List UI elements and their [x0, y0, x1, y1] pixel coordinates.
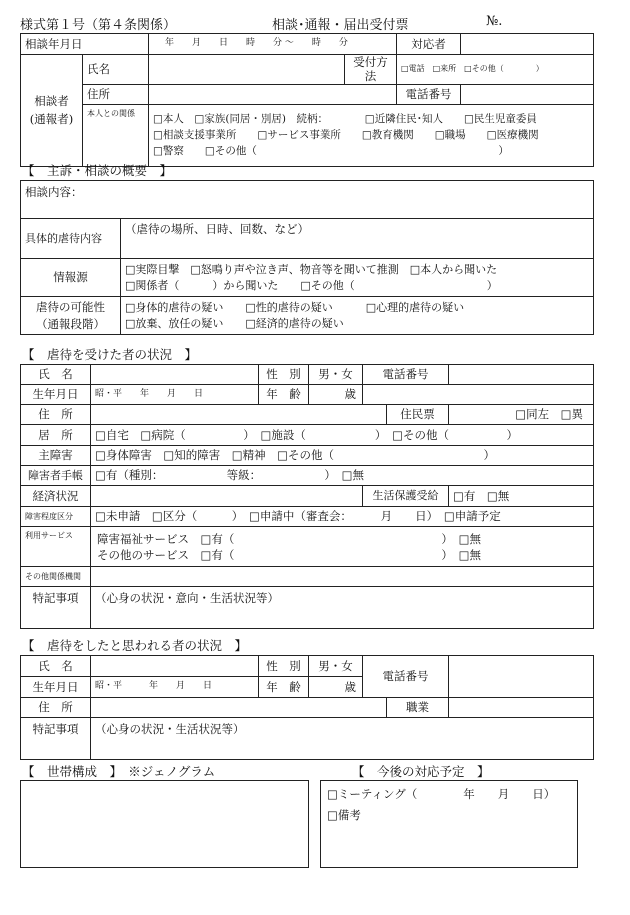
victim-birth-label: 生年月日 — [21, 385, 91, 405]
abuser-name-label: 氏 名 — [21, 656, 91, 677]
victim-notes-field[interactable]: （心身の状況・意向・生活状況等） — [91, 587, 594, 629]
plan-box — [320, 780, 578, 868]
degree-label: 障害程度区分 — [21, 507, 91, 527]
victim-table — [20, 364, 594, 629]
reception-label: 受付方法 — [345, 55, 397, 85]
date-label: 相談年月日 — [21, 34, 149, 55]
resident-label: 住民票 — [387, 405, 449, 425]
abuser-age-field[interactable]: 歳 — [309, 677, 363, 698]
plan-section-title: 【 今後の対応予定 】 — [352, 764, 490, 779]
abuser-sex-label: 性 別 — [259, 656, 309, 677]
reception-options[interactable]: □電話 □来所 □その他（ ） — [397, 55, 594, 85]
victim-section-title: 【 虐待を受けた者の状況 】 — [22, 347, 198, 362]
resident-options[interactable]: □同左 □異 — [449, 405, 594, 425]
abuser-address-field[interactable] — [91, 698, 387, 718]
form-no-label: №. — [486, 14, 503, 29]
consultant-table — [20, 33, 594, 167]
consultant-name-label: 氏名 — [83, 55, 149, 85]
possibility-options[interactable]: □身体的虐待の疑い □性的虐待の疑い □心理的虐待の疑い □放棄、放任の疑い □経済的虐待の疑い — [121, 297, 594, 335]
economy-field[interactable] — [91, 486, 363, 507]
abuser-sex-options[interactable]: 男・女 — [309, 656, 363, 677]
relation-options[interactable]: □本人 □家族(同居・別居) 続柄： □近隣住民･知人 □民生児童委員 □相談支援事業所 □サービス事業所 □教育機関 □職場 □医療機関 □警察 □その他（ ） — [149, 104, 594, 166]
abuser-section-title: 【 虐待をしたと思われる者の状況 】 — [22, 638, 248, 653]
abuser-birth-label: 生年月日 — [21, 677, 91, 698]
service-label: 利用サービス — [21, 527, 91, 567]
victim-phone-blank — [363, 385, 594, 405]
consultant-phone-label: 電話番号 — [397, 84, 461, 104]
victim-sex-options[interactable]: 男・女 — [309, 365, 363, 385]
handler-field[interactable] — [461, 34, 594, 55]
victim-phone-label: 電話番号 — [363, 365, 449, 385]
victim-age-field[interactable]: 歳 — [309, 385, 363, 405]
detail-field[interactable]: （虐待の場所、日時、回数、など） — [121, 219, 594, 259]
abuser-birth-field[interactable]: 昭・平 年 月 日 — [91, 677, 259, 698]
service-options[interactable]: 障害福祉サービス □有（ ） □無 その他のサービス □有（ ） □無 — [91, 527, 594, 567]
welfare-label: 生活保護受給 — [363, 486, 449, 507]
meeting-option[interactable]: □ミーティング（ 年 月 日） — [327, 787, 556, 801]
abuser-notes-field[interactable]: （心身の状況・生活状況等） — [91, 718, 594, 760]
possibility-label: 虐待の可能性 （通報段階） — [21, 297, 121, 335]
source-options[interactable]: □実際目撃 □怒鳴り声や泣き声、物音等を聞いて推測 □本人から聞いた □関係者（ ）から聞いた □その他（ ） — [121, 259, 594, 297]
welfare-options[interactable]: □有 □無 — [449, 486, 594, 507]
abuser-phone-field[interactable] — [449, 656, 594, 698]
victim-name-label: 氏 名 — [21, 365, 91, 385]
economy-label: 経済状況 — [21, 486, 91, 507]
summary-table — [20, 180, 594, 335]
victim-age-label: 年 齢 — [259, 385, 309, 405]
date-value-field[interactable]: 年 月 日 時 分 ～ 時 分 — [149, 34, 397, 55]
job-field[interactable] — [449, 698, 594, 718]
source-label: 情報源 — [21, 259, 121, 297]
abuser-age-label: 年 齢 — [259, 677, 309, 698]
form-title: 相談･通報・届出受付票 — [272, 18, 409, 33]
residence-options[interactable]: □自宅 □病院（ ） □施設（ ） □その他（ ） — [91, 425, 594, 446]
victim-notes-label: 特記事項 — [21, 587, 91, 629]
genogram-note: ※ジェノグラム — [128, 764, 216, 779]
handbook-label: 障害者手帳 — [21, 466, 91, 486]
disability-options[interactable]: □身体障害 □知的障害 □精神 □その他（ ） — [91, 446, 594, 466]
remarks-option[interactable]: □備考 — [327, 808, 361, 822]
related-field[interactable] — [91, 567, 594, 587]
relation-label: 本人との関係 — [83, 104, 149, 166]
residence-label: 居 所 — [21, 425, 91, 446]
consultant-phone-field[interactable] — [461, 84, 594, 104]
abuser-address-label: 住 所 — [21, 698, 91, 718]
victim-address-field[interactable] — [91, 405, 387, 425]
job-label: 職業 — [387, 698, 449, 718]
victim-birth-field[interactable]: 昭・平 年 月 日 — [91, 385, 259, 405]
consultant-label: 相談者 (通報者) — [21, 55, 83, 167]
handbook-options[interactable]: □有（種別： 等級： ） □無 — [91, 466, 594, 486]
household-section-title: 【 世帯構成 】 ※ジェノグラム — [22, 764, 216, 779]
victim-sex-label: 性 別 — [259, 365, 309, 385]
victim-address-label: 住 所 — [21, 405, 91, 425]
victim-name-field[interactable] — [91, 365, 259, 385]
consultant-address-field[interactable] — [149, 84, 397, 104]
form-number: 様式第１号（第４条関係） — [20, 18, 177, 33]
household-box[interactable] — [20, 780, 309, 868]
abuser-table — [20, 655, 594, 760]
related-label: その他関係機関 — [21, 567, 91, 587]
abuser-name-field[interactable] — [91, 656, 259, 677]
detail-label: 具体的虐待内容 — [21, 219, 121, 259]
disability-label: 主障害 — [21, 446, 91, 466]
consultant-address-label: 住所 — [83, 84, 149, 104]
degree-options[interactable]: □未申請 □区分（ ） □申請中（審査会： 月 日） □申請予定 — [91, 507, 594, 527]
content-field[interactable]: 相談内容： — [21, 181, 594, 219]
summary-section-title: 【 主訴・相談の概要 】 — [22, 163, 173, 178]
abuser-notes-label: 特記事項 — [21, 718, 91, 760]
victim-phone-field[interactable] — [449, 365, 594, 385]
abuser-phone-label: 電話番号 — [363, 656, 449, 698]
consultant-name-field[interactable] — [149, 55, 345, 85]
handler-label: 対応者 — [397, 34, 461, 55]
